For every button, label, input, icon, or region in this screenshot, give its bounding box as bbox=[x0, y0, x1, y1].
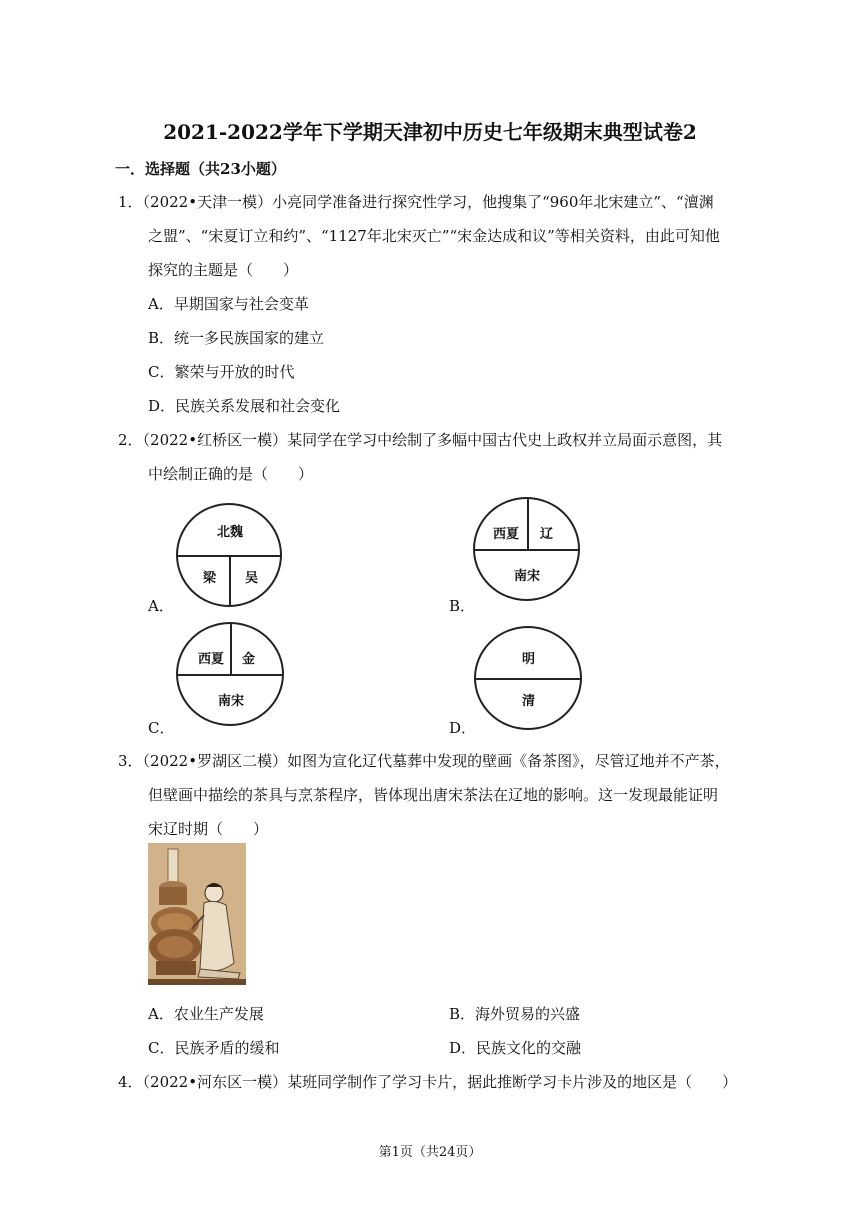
question-3-option-c: C．民族矛盾的缓和 bbox=[148, 1039, 280, 1057]
diagram-b-left-label: 西夏 bbox=[493, 527, 520, 542]
question-3-option-a: A．农业生产发展 bbox=[148, 1005, 264, 1023]
question-1-option-a: A．早期国家与社会变革 bbox=[148, 295, 309, 313]
diagram-c-bottom-label: 南宋 bbox=[218, 694, 245, 709]
diagram-b-right-label: 辽 bbox=[540, 527, 554, 542]
option-a-label: A． bbox=[148, 597, 174, 615]
diagram-a-right-label: 吴 bbox=[245, 571, 259, 586]
diagram-d-top-label: 明 bbox=[522, 652, 536, 667]
diagram-d bbox=[474, 626, 582, 730]
option-d-label: D． bbox=[449, 719, 477, 737]
question-3-option-b: B．海外贸易的兴盛 bbox=[449, 1005, 581, 1023]
tea-preparation-mural-image bbox=[148, 843, 246, 985]
question-4-line-1: 4．（2022•河东区一模）某班同学制作了学习卡片，据此推断学习卡片涉及的地区是（ ） bbox=[118, 1073, 738, 1091]
question-3-line-3: 宋辽时期（ ） bbox=[148, 820, 269, 838]
question-3-line-2: 但壁画中描绘的茶具与烹茶程序，皆体现出唐宋茶法在辽地的影响。这一发现最能证明 bbox=[148, 786, 719, 804]
diagram-b-bottom-label: 南宋 bbox=[514, 569, 541, 584]
question-3-line-1: 3．（2022•罗湖区二模）如图为宣化辽代墓葬中发现的壁画《备茶图》，尽管辽地并不产茶， bbox=[118, 752, 730, 770]
question-1-line-2: 之盟”、“宋夏订立和约”、“1127年北宋灭亡”“宋金达成和议”等相关资料，由此可知他 bbox=[148, 227, 720, 245]
section-heading: 一．选择题（共23小题） bbox=[115, 160, 286, 178]
page-footer: 第1页（共24页） bbox=[378, 1145, 482, 1160]
diagram-c-left-label: 西夏 bbox=[198, 652, 225, 667]
question-1-option-c: C．繁荣与开放的时代 bbox=[148, 363, 295, 381]
question-1-line-3: 探究的主题是（ ） bbox=[148, 261, 299, 279]
diagram-d-bottom-label: 清 bbox=[522, 694, 536, 709]
option-b-label: B． bbox=[449, 597, 476, 615]
question-1-option-b: B．统一多民族国家的建立 bbox=[148, 329, 325, 347]
diagram-c bbox=[176, 622, 284, 726]
question-1-line-1: 1．（2022•天津一模）小亮同学准备进行探究性学习，他搜集了“960年北宋建立”、“澶渊 bbox=[118, 193, 714, 211]
diagram-b bbox=[473, 497, 580, 601]
question-2-line-2: 中绘制正确的是（ ） bbox=[148, 465, 314, 483]
question-3-option-d: D．民族文化的交融 bbox=[449, 1039, 582, 1057]
question-2-line-1: 2．（2022•红桥区一模）某同学在学习中绘制了多幅中国古代史上政权并立局面示意图，其 bbox=[118, 431, 723, 449]
option-c-label: C． bbox=[148, 719, 175, 737]
diagram-a-top-label: 北魏 bbox=[217, 525, 244, 540]
diagram-a-left-label: 梁 bbox=[203, 571, 217, 586]
diagram-c-right-label: 金 bbox=[242, 652, 256, 667]
page-title: 2021-2022学年下学期天津初中历史七年级期末典型试卷2 bbox=[163, 120, 697, 144]
diagram-a bbox=[176, 503, 282, 607]
question-1-option-d: D．民族关系发展和社会变化 bbox=[148, 397, 341, 415]
